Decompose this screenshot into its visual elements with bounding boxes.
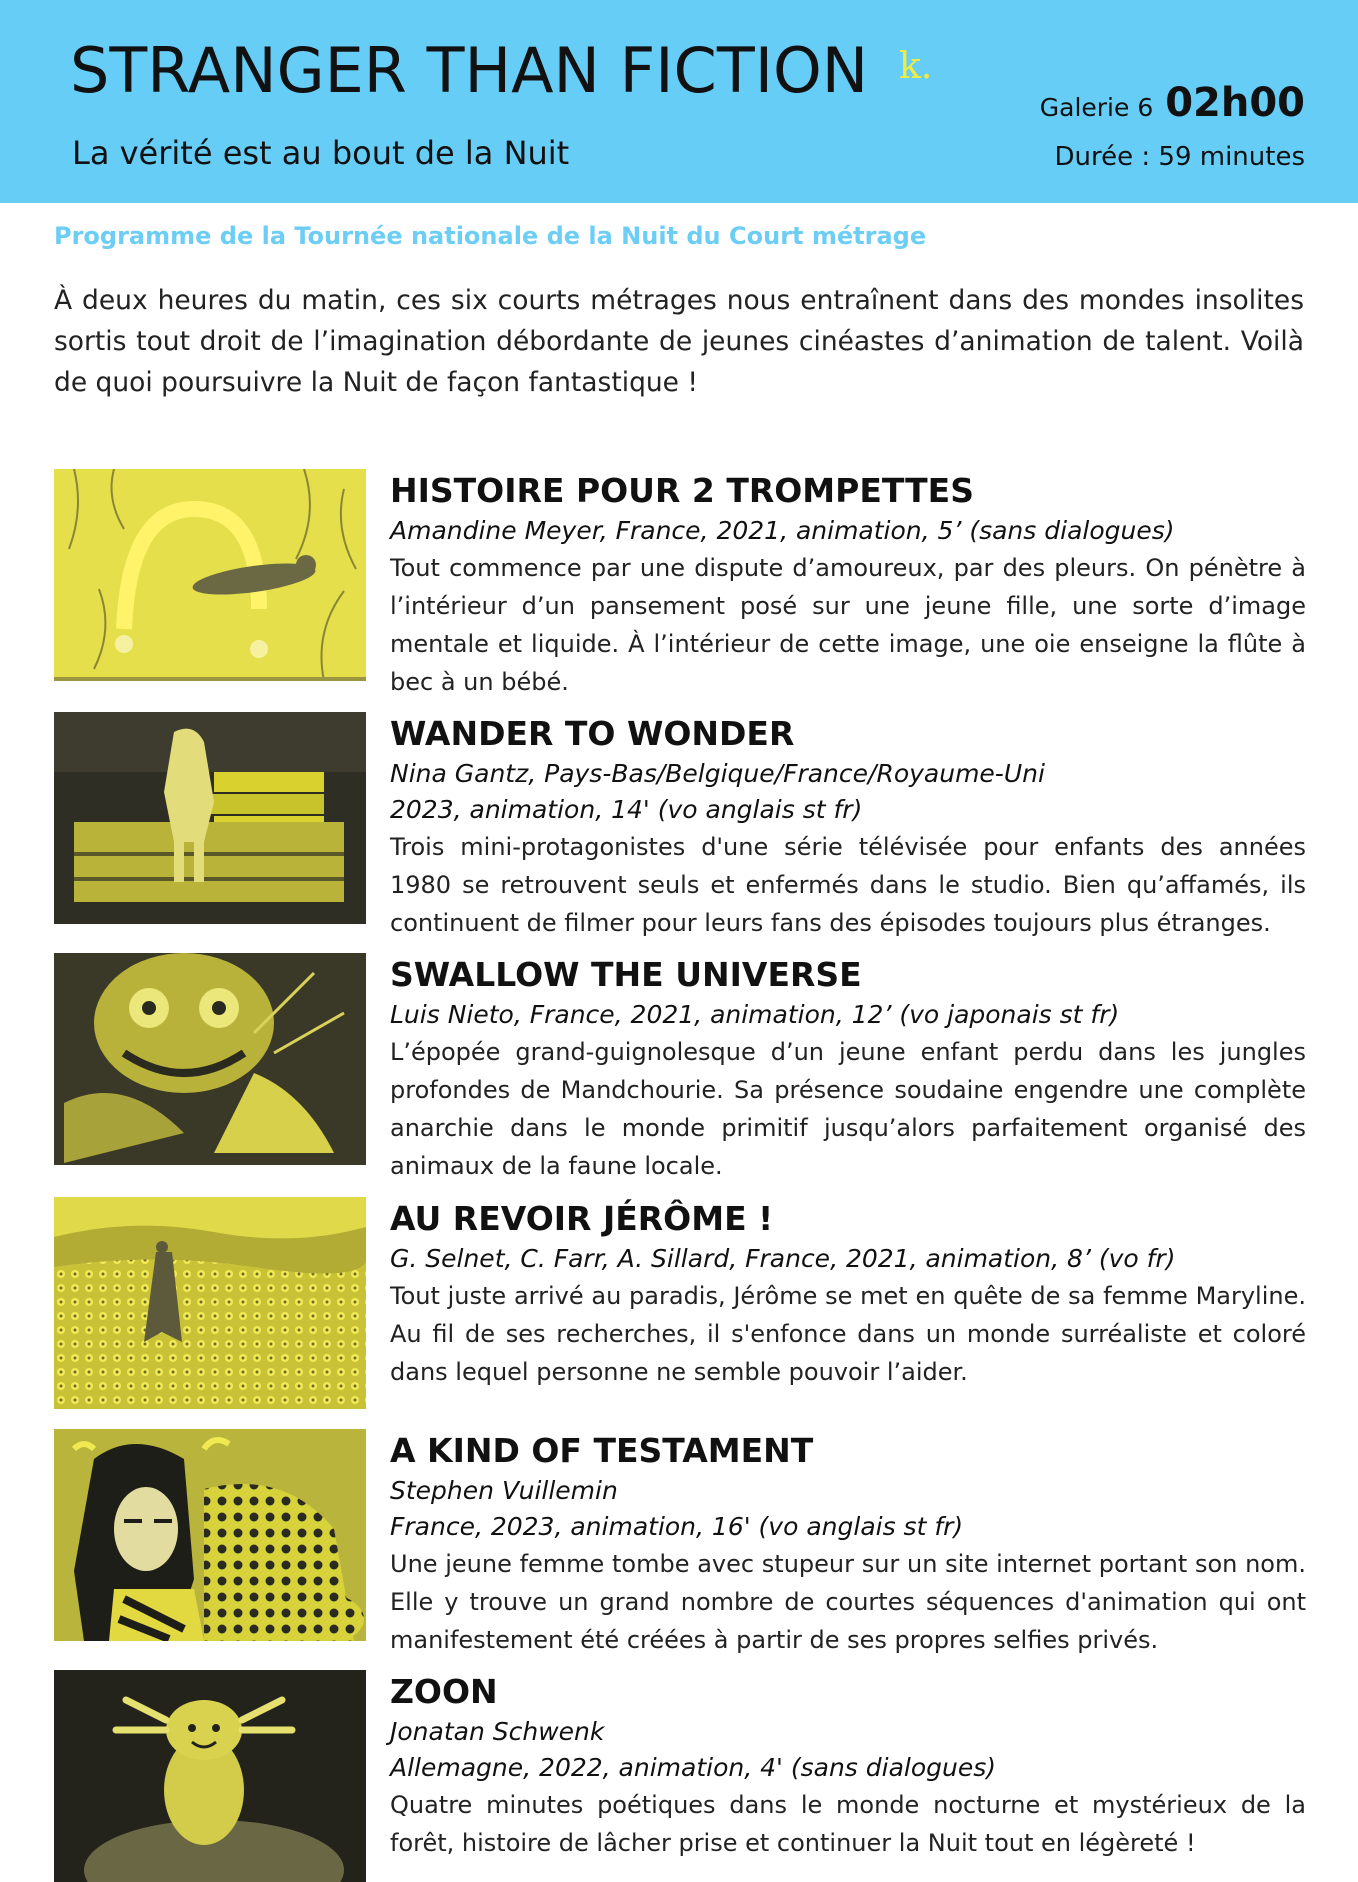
film-credit-line-2: France, 2023, animation, 16' (vo anglais st fr) bbox=[390, 1512, 964, 1541]
venue-time bbox=[1040, 80, 1305, 126]
page-subtitle: La vérité est au bout de la Nuit bbox=[72, 134, 570, 172]
film-credit-line-2: Allemagne, 2022, animation, 4' (sans dialogues) bbox=[390, 1753, 997, 1782]
film-credit-line-2: 2023, animation, 14' (vo anglais st fr) bbox=[390, 795, 863, 824]
film-title: HISTOIRE POUR 2 TROMPETTES bbox=[390, 471, 974, 510]
film-still-image bbox=[54, 712, 366, 924]
film-credit: G. Selnet, C. Farr, A. Sillard, France, 2021, animation, 8’ (vo fr) bbox=[390, 1244, 1176, 1273]
film-still-image bbox=[54, 1670, 366, 1882]
film-title: SWALLOW THE UNIVERSE bbox=[390, 955, 862, 994]
film-title: WANDER TO WONDER bbox=[390, 714, 795, 753]
film-description: Trois mini-protagonistes d'une série télévisée pour enfants des années 1980 se retrouvent seuls et enfermés dans le studio. Bien qu’affamés, ils continuent de filmer pour leurs fans des épisodes toujours plus étranges. bbox=[390, 833, 1306, 937]
film-description: Une jeune femme tombe avec stupeur sur un site internet portant son nom. Elle y trouve un grand nombre de courtes séquences d'animation qui ont manifestement été créées à partir de ses propres selfies privés. bbox=[390, 1550, 1306, 1654]
film-title: ZOON bbox=[390, 1672, 498, 1711]
film-description: L’épopée grand-guignolesque d’un jeune enfant perdu dans les jungles profondes de Mandchourie. Sa présence soudaine engendre une complète anarchie dans le monde primitif jusqu’alors parfaitement organisé des animaux de la faune locale. bbox=[390, 1038, 1306, 1180]
film-description: Tout commence par une dispute d’amoureux, par des pleurs. On pénètre à l’intérieur d’un pansement posé sur une jeune fille, une sorte d’image mentale et liquide. À l’intérieur de cette image, une oie enseigne la flûte à bec à un bébé. bbox=[390, 554, 1306, 696]
film-still bbox=[54, 1429, 366, 1641]
film-title: A KIND OF TESTAMENT bbox=[390, 1431, 814, 1470]
header-band bbox=[0, 0, 1358, 203]
film-still bbox=[54, 1197, 366, 1409]
film-description: Quatre minutes poétiques dans le monde nocturne et mystérieux de la forêt, histoire de lâcher prise et continuer la Nuit tout en légèreté ! bbox=[390, 1791, 1306, 1857]
film-credit: Nina Gantz, Pays-Bas/Belgique/France/Royaume-Uni bbox=[390, 759, 1045, 788]
logo: k. bbox=[899, 46, 933, 87]
film-still-image bbox=[54, 1429, 366, 1641]
screening-time: 02h00 bbox=[1165, 80, 1305, 126]
film-still bbox=[54, 1670, 366, 1882]
page-title: STRANGER THAN FICTION bbox=[70, 34, 869, 107]
film-still bbox=[54, 469, 366, 681]
duration: Durée : 59 minutes bbox=[1054, 142, 1305, 172]
film-credit: Jonatan Schwenk bbox=[390, 1717, 605, 1746]
film-still-image bbox=[54, 469, 366, 681]
film-still bbox=[54, 953, 366, 1165]
intro-text: À deux heures du matin, ces six courts métrages nous entraînent dans des mondes insolites sortis tout droit de l’imagination débordante de jeunes cinéastes d’animation de talent. Voilà de quoi poursuivre la Nuit de façon fantastique ! bbox=[54, 285, 1304, 398]
programme-label: Programme de la Tournée nationale de la Nuit du Court métrage bbox=[54, 222, 927, 250]
film-still bbox=[54, 712, 366, 924]
film-still-image bbox=[54, 1197, 366, 1409]
film-description: Tout juste arrivé au paradis, Jérôme se met en quête de sa femme Maryline. Au fil de ses recherches, il s'enfonce dans un monde surréaliste et coloré dans lequel personne ne semble pouvoir l’aider. bbox=[390, 1282, 1306, 1386]
film-credit: Stephen Vuillemin bbox=[390, 1476, 618, 1505]
film-credit: Amandine Meyer, France, 2021, animation, 5’ (sans dialogues) bbox=[390, 516, 1175, 545]
film-title: AU REVOIR JÉRÔME ! bbox=[390, 1199, 774, 1238]
film-credit: Luis Nieto, France, 2021, animation, 12’ (vo japonais st fr) bbox=[390, 1000, 1120, 1029]
film-still-image bbox=[54, 953, 366, 1165]
venue-label: Galerie 6 bbox=[1039, 93, 1154, 122]
